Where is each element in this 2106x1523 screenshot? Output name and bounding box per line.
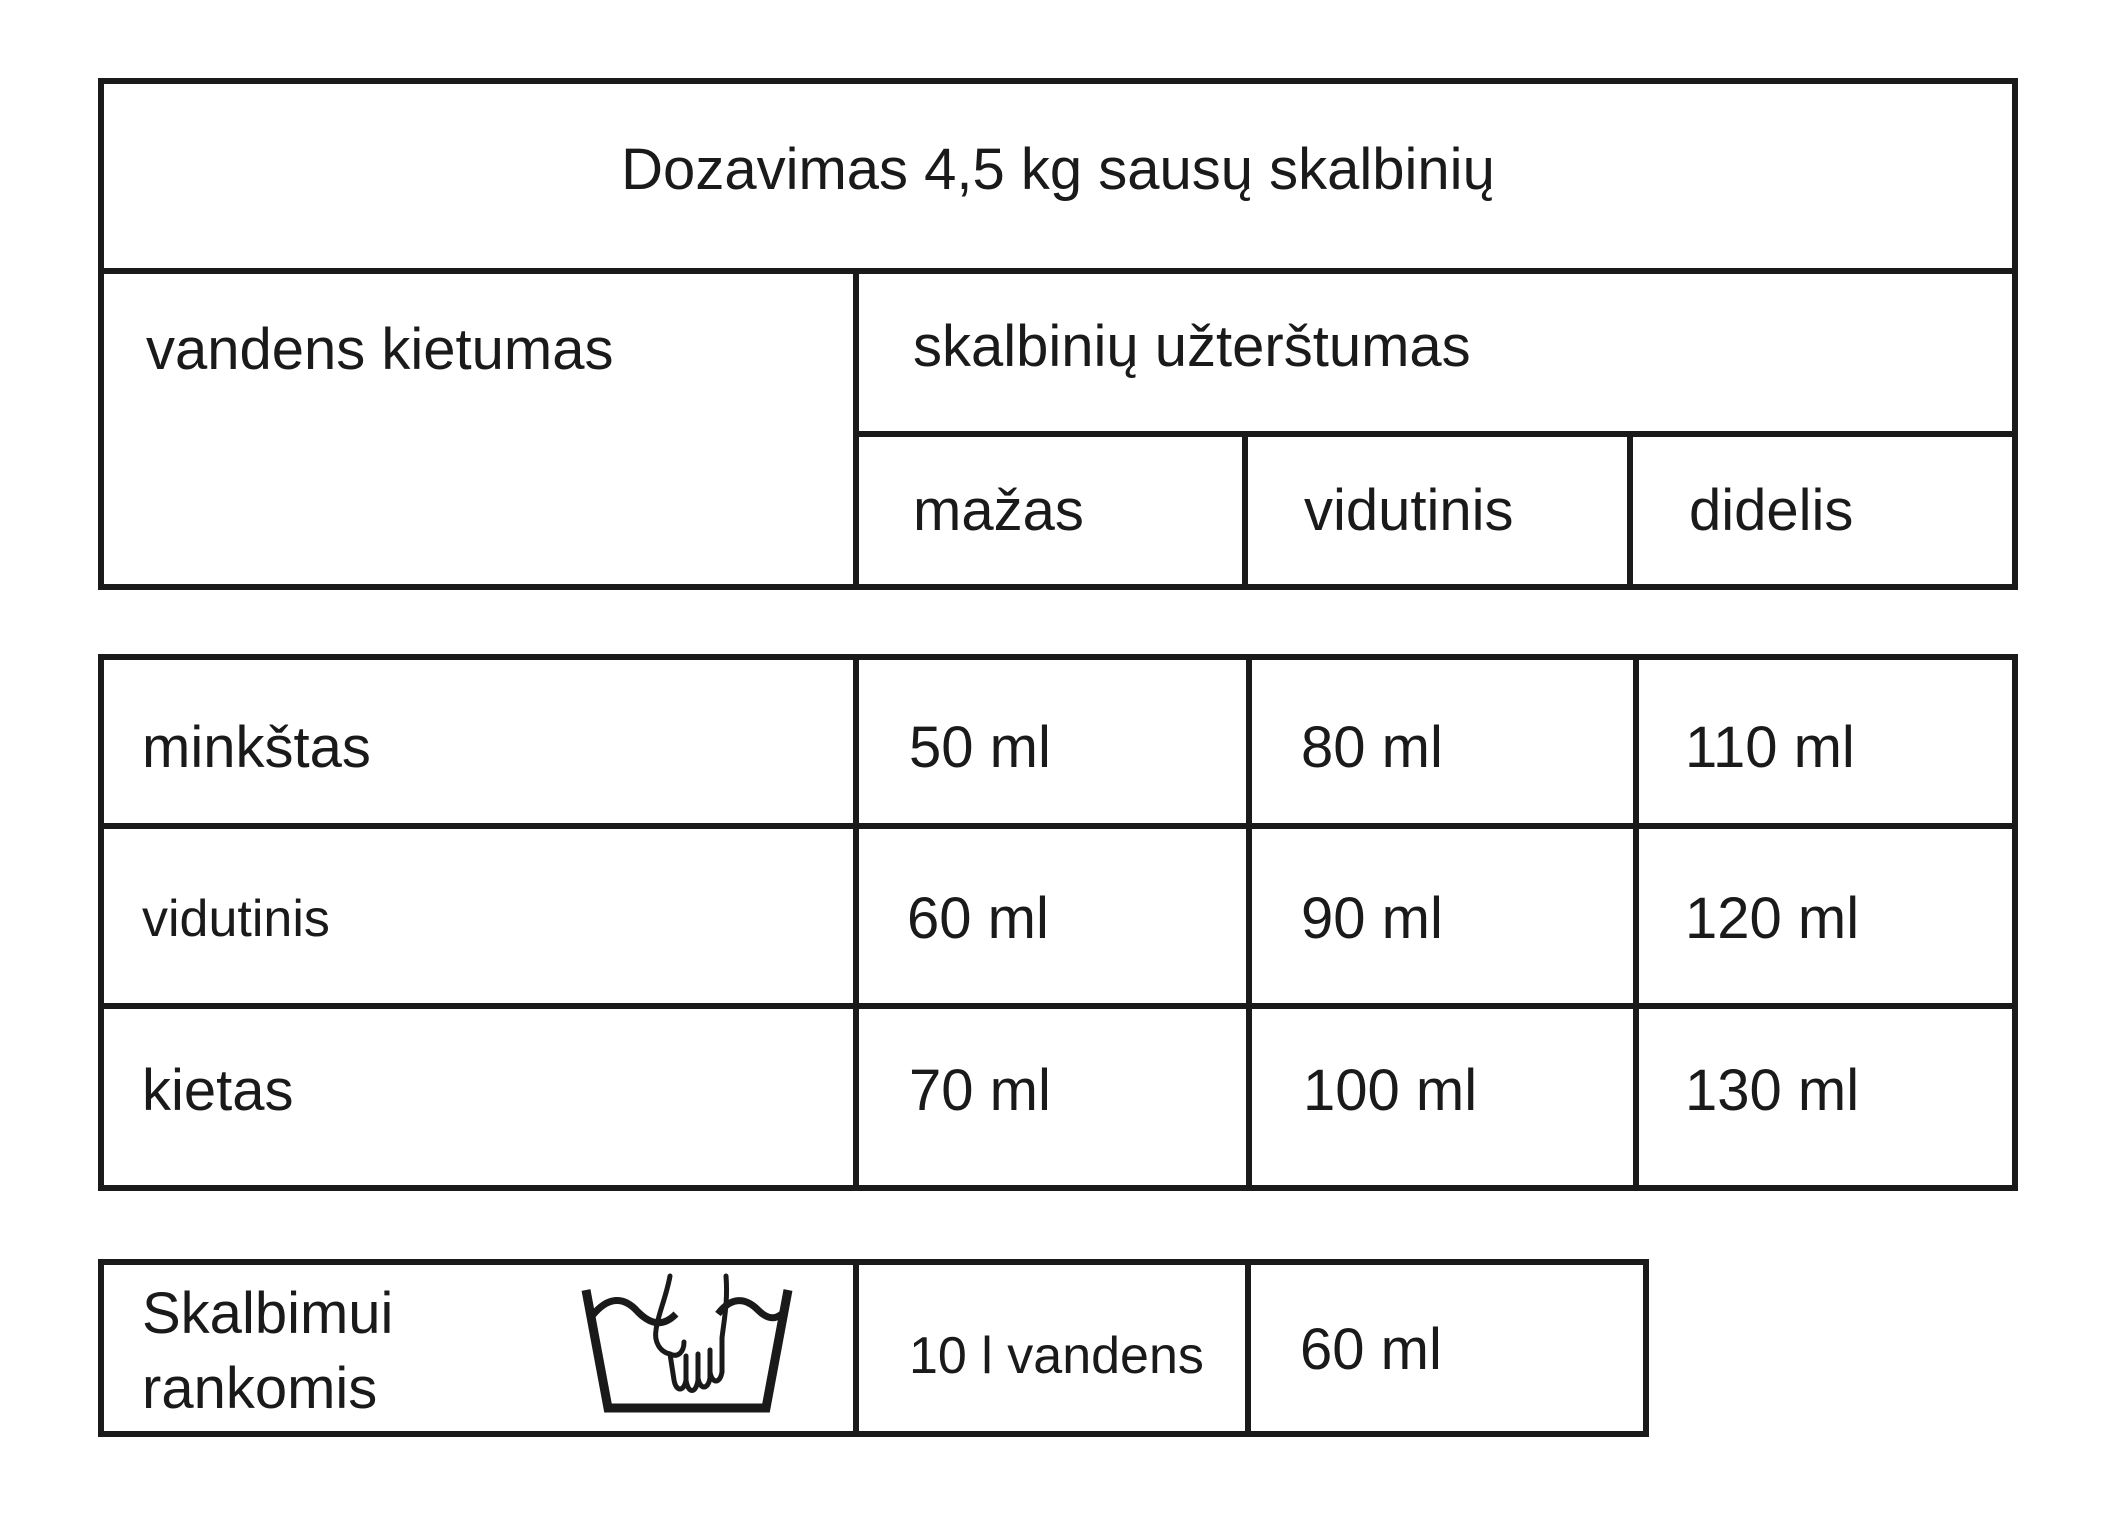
dose-cell: 60 ml bbox=[907, 886, 1049, 951]
dose-cell: 120 ml bbox=[1685, 886, 1860, 951]
hand-wash-water: 10 l vandens bbox=[909, 1327, 1204, 1385]
dose-cell: 70 ml bbox=[909, 1058, 1051, 1123]
soiling-header: skalbinių užterštumas bbox=[913, 314, 1471, 379]
dose-cell: 80 ml bbox=[1301, 715, 1443, 780]
hand-wash-col-divider-1 bbox=[853, 1259, 859, 1437]
table-row-hardness: vidutinis bbox=[142, 890, 330, 948]
hand-wash-col-divider-2 bbox=[1245, 1259, 1251, 1437]
table-row-hardness: minkštas bbox=[142, 715, 371, 780]
table-row-hardness: kietas bbox=[142, 1058, 294, 1123]
dose-cell: 100 ml bbox=[1303, 1058, 1478, 1123]
dose-cell: 90 ml bbox=[1301, 886, 1443, 951]
table-title: Dozavimas 4,5 kg sausų skalbinių bbox=[621, 137, 1495, 202]
soiling-level-medium: vidutinis bbox=[1304, 478, 1514, 543]
hand-wash-label-line2: rankomis bbox=[142, 1356, 378, 1421]
water-hardness-header: vandens kietumas bbox=[146, 317, 614, 382]
hand-wash-icon bbox=[578, 1268, 798, 1418]
dose-cell: 110 ml bbox=[1685, 715, 1855, 780]
dose-cell: 130 ml bbox=[1685, 1058, 1860, 1123]
dose-col-divider-1 bbox=[853, 654, 859, 1191]
soiling-col-divider-2 bbox=[1627, 431, 1633, 590]
header-divider bbox=[98, 268, 2018, 274]
soiling-col-divider-1 bbox=[1242, 431, 1248, 590]
dose-col-divider-3 bbox=[1633, 654, 1639, 1191]
dose-col-divider-2 bbox=[1246, 654, 1252, 1191]
soiling-level-low: mažas bbox=[913, 478, 1084, 543]
soiling-divider bbox=[853, 431, 2018, 437]
hand-wash-dose: 60 ml bbox=[1300, 1317, 1442, 1382]
header-col-divider bbox=[853, 268, 859, 590]
hand-wash-label-line1: Skalbimui bbox=[142, 1281, 394, 1346]
dose-row-divider-2 bbox=[98, 1003, 2018, 1009]
soiling-level-high: didelis bbox=[1689, 478, 1854, 543]
dose-cell: 50 ml bbox=[909, 715, 1051, 780]
dose-row-divider-1 bbox=[98, 823, 2018, 829]
